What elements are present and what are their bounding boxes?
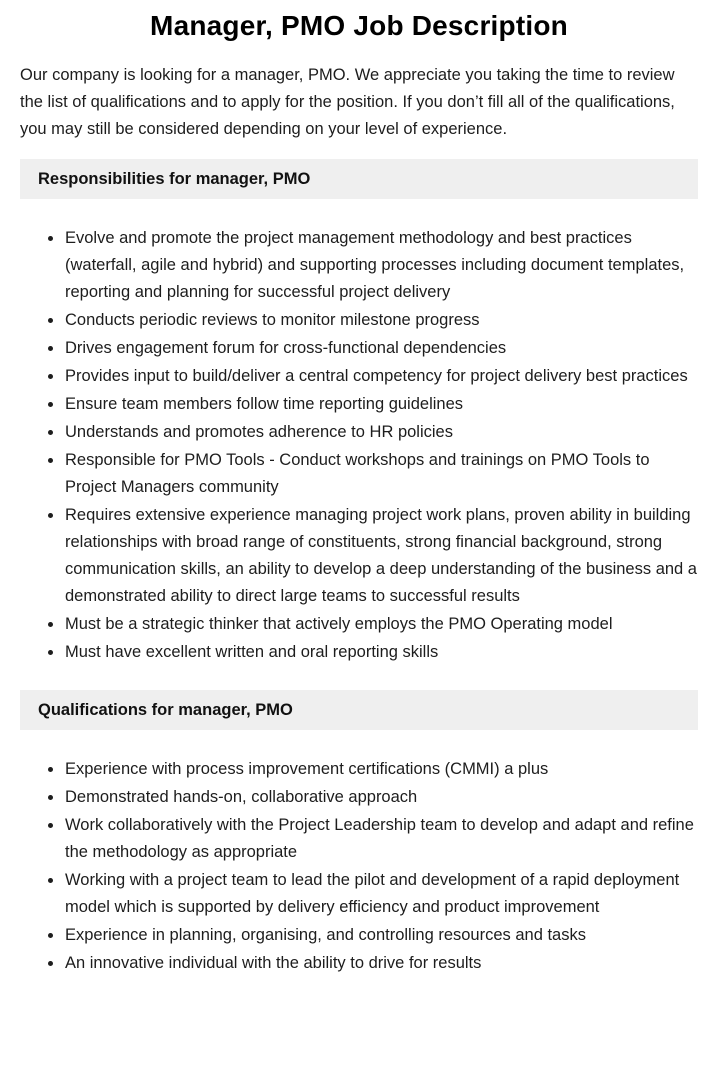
list-item: • Ensure team members follow time reporting guidelines (64, 391, 698, 418)
qualifications-list (20, 756, 698, 977)
page-title: Manager, PMO Job Description (150, 10, 568, 41)
list-item: • Must be a strategic thinker that actively employs the PMO Operating model (64, 611, 698, 638)
intro-paragraph: Our company is looking for a manager, PMO. We appreciate you taking the time to review the list of qualifications and to apply for the position. If you don’t fill all of the qualifications, you may still be considered depending on your level of experience. (20, 66, 675, 138)
qualifications-section (20, 690, 698, 977)
list-item: • Must have excellent written and oral reporting skills (64, 639, 698, 666)
list-item: • An innovative individual with the ability to drive for results (64, 950, 698, 977)
list-item: • Experience with process improvement certifications (CMMI) a plus (64, 756, 698, 783)
list-item: • Requires extensive experience managing project work plans, proven ability in building relationships with broad range of constituents, strong financial background, strong communication skills, an ability to develop a deep understanding of the business and a demonstrated ability to direct large teams to successful results (64, 502, 698, 610)
list-item: • Demonstrated hands-on, collaborative approach (64, 784, 698, 811)
list-item: • Drives engagement forum for cross-functional dependencies (64, 335, 698, 362)
list-item: • Conducts periodic reviews to monitor milestone progress (64, 307, 698, 334)
qualifications-header: Qualifications for manager, PMO (20, 690, 698, 730)
list-item: • Responsible for PMO Tools - Conduct workshops and trainings on PMO Tools to Project Managers community (64, 447, 698, 501)
list-item: • Evolve and promote the project management methodology and best practices (waterfall, agile and hybrid) and supporting processes including document templates, reporting and planning for successful project delivery (64, 225, 698, 306)
list-item: • Working with a project team to lead the pilot and development of a rapid deployment model which is supported by delivery efficiency and product improvement (64, 867, 698, 921)
list-item: • Work collaboratively with the Project Leadership team to develop and adapt and refine the methodology as appropriate (64, 812, 698, 866)
responsibilities-section (20, 159, 698, 666)
responsibilities-list (20, 225, 698, 666)
list-item: • Understands and promotes adherence to HR policies (64, 419, 698, 446)
list-item: • Experience in planning, organising, and controlling resources and tasks (64, 922, 698, 949)
list-item: • Provides input to build/deliver a central competency for project delivery best practices (64, 363, 698, 390)
responsibilities-header: Responsibilities for manager, PMO (20, 159, 698, 199)
